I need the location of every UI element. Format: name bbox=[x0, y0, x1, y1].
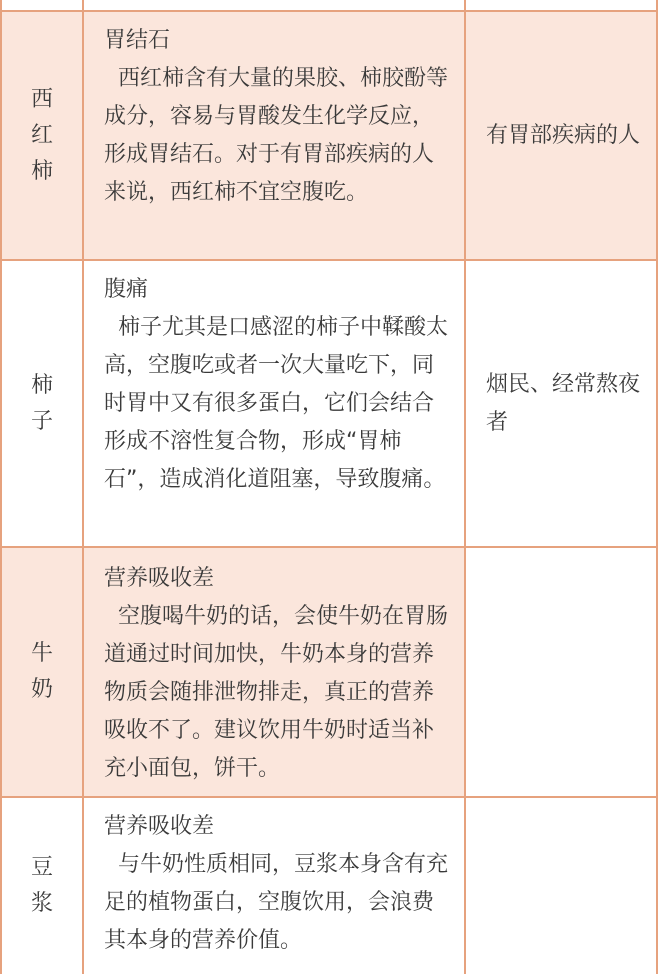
food-name: 牛 奶 bbox=[30, 641, 53, 702]
effect-detail: 与牛奶性质相同，豆浆本身含有充足的植物蛋白，空腹饮用，会浪费其本身的营养价值。 bbox=[104, 852, 449, 953]
effect-cell bbox=[84, 0, 466, 10]
food-name: 柿 子 bbox=[30, 372, 53, 434]
effect-cell bbox=[84, 798, 466, 974]
table-row bbox=[2, 548, 656, 798]
table-row bbox=[2, 798, 656, 974]
effect-cell bbox=[84, 261, 466, 546]
food-name: 豆 浆 bbox=[30, 855, 53, 916]
food-name: 西 红 柿 bbox=[30, 86, 53, 184]
effect-cell bbox=[84, 548, 466, 796]
food-cell bbox=[2, 0, 84, 10]
who-cell bbox=[466, 0, 656, 10]
effect-title: 腹痛 bbox=[104, 277, 149, 302]
effect-detail: 柿子尤其是口感涩的柿子中鞣酸太高，空腹吃或者一次大量吃下，同时胃中又有很多蛋白，它们会结合形成不溶性复合物，形成“胃柿石”，造成消化道阻塞，导致腹痛。 bbox=[104, 315, 449, 492]
unsuitable-people: 烟民、经常熬夜者 bbox=[486, 371, 641, 435]
table-row bbox=[2, 0, 656, 12]
food-cell bbox=[2, 12, 84, 259]
food-cell bbox=[2, 261, 84, 546]
unsuitable-people: 有胃部疾病的人 bbox=[486, 122, 641, 148]
food-cell bbox=[2, 798, 84, 974]
effect-detail: 空腹喝牛奶的话，会使牛奶在胃肠道通过时间加快，牛奶本身的营养物质会随排泄物排走，真正的营养吸收不了。建议饮用牛奶时适当补充小面包，饼干。 bbox=[104, 604, 449, 781]
who-cell bbox=[466, 12, 656, 259]
effect-title: 营养吸收差 bbox=[104, 566, 215, 591]
effect-title: 营养吸收差 bbox=[104, 814, 215, 839]
table-row bbox=[2, 261, 656, 548]
who-cell bbox=[466, 798, 656, 974]
effect-detail: 西红柿含有大量的果胶、柿胶酚等成分，容易与胃酸发生化学反应，形成胃结石。对于有胃部疾病的人来说，西红柿不宜空腹吃。 bbox=[104, 66, 449, 205]
food-cell bbox=[2, 548, 84, 796]
effect-title: 胃结石 bbox=[104, 28, 171, 53]
who-cell bbox=[466, 548, 656, 796]
effect-cell bbox=[84, 12, 466, 259]
who-cell bbox=[466, 261, 656, 546]
table-row bbox=[2, 12, 656, 261]
